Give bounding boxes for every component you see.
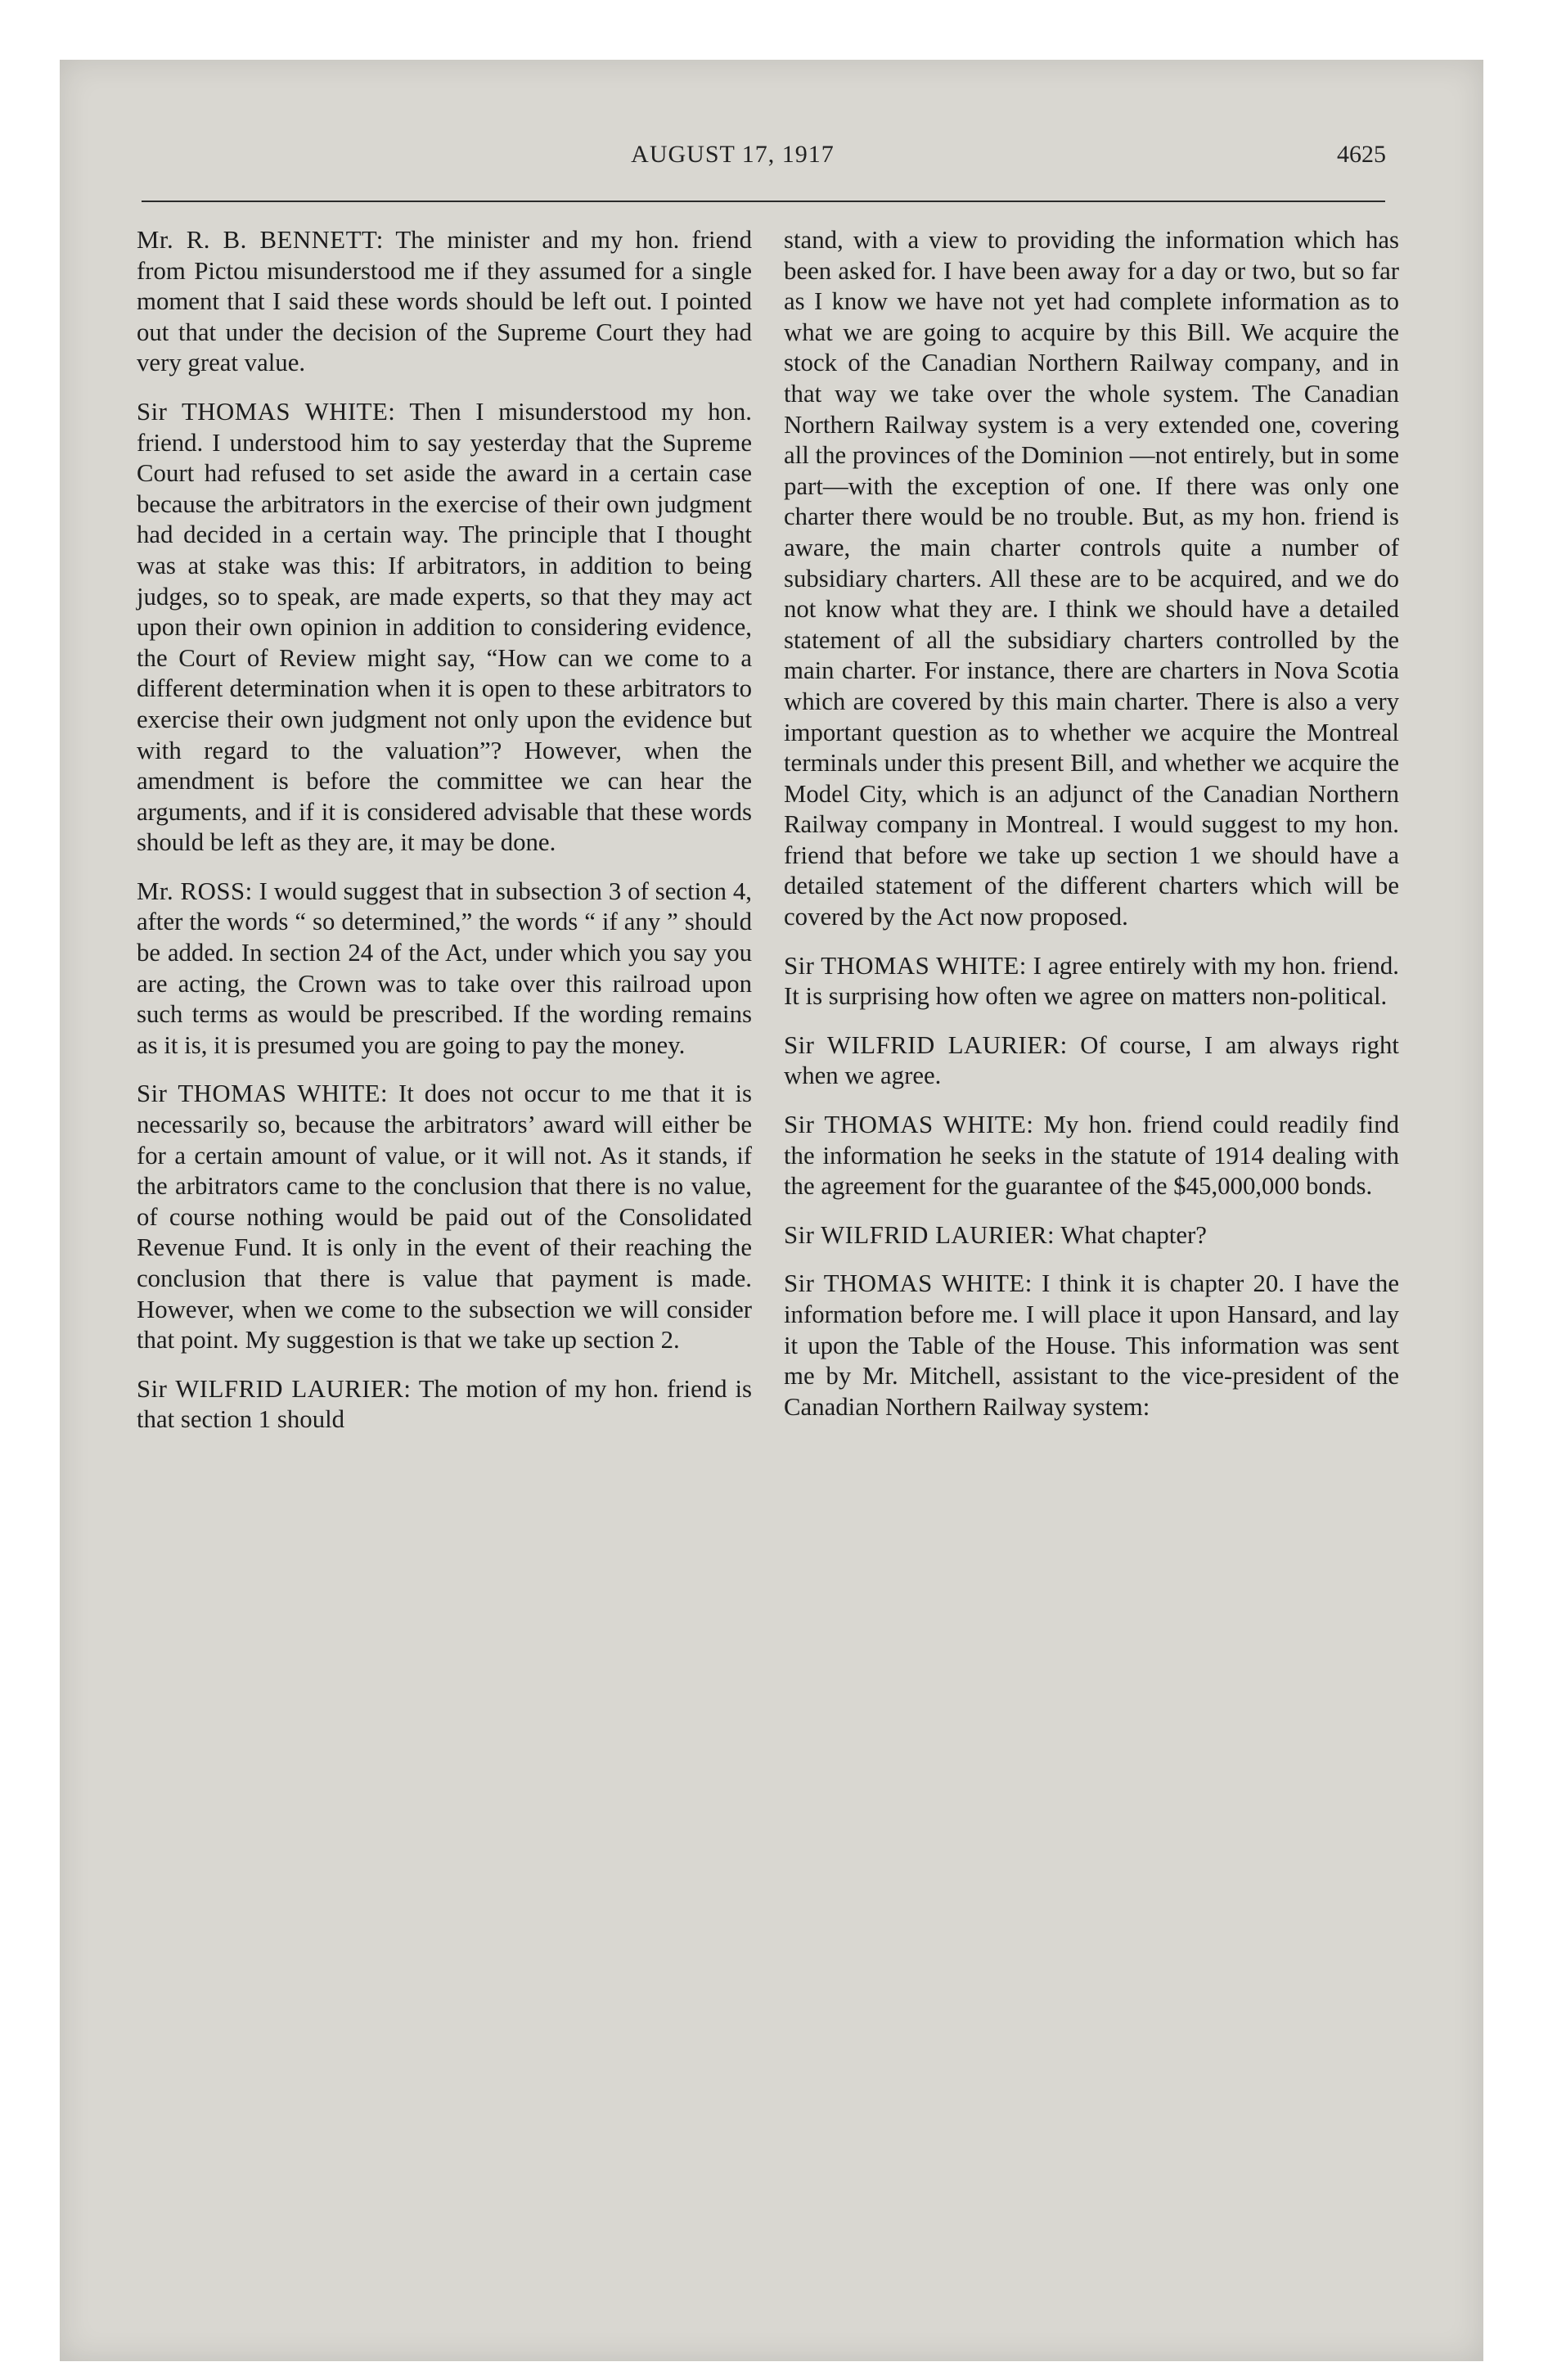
paragraph-laurier-3 xyxy=(784,1220,1399,1251)
paragraph-white-2 xyxy=(137,1079,752,1355)
speaker-name: Sir THOMAS WHITE: xyxy=(784,1269,1033,1298)
speech-text: I agree entirely with my hon. friend. It is surprising how often we agree on matters non-political. xyxy=(784,951,1400,1011)
speaker-name: Mr. R. B. BENNETT: xyxy=(137,226,384,254)
paragraph-white-3 xyxy=(784,951,1399,1012)
speaker-name: Sir WILFRID LAURIER: xyxy=(784,1030,1068,1059)
paragraph-laurier-1 xyxy=(137,1374,752,1436)
speech-text: My hon. friend could readily find the information he seeks in the statute of 1914 dealing with the agreement for the guarantee of the $45,000,000 bonds. xyxy=(784,1111,1399,1201)
page-number: 4625 xyxy=(1337,141,1386,168)
page-header xyxy=(82,82,1386,168)
right-column xyxy=(784,225,1399,1440)
page-date-title: AUGUST 17, 1917 xyxy=(631,141,835,168)
speaker-name: Sir WILFRID LAURIER: xyxy=(137,1374,412,1403)
paragraph-white-1 xyxy=(137,397,752,859)
speech-text: It does not occur to me that it is necessarily so, because the arbitrators’ award will either be for a certain amount of value, or it will not. As it stands, if the arbitrators came to the conclusion that there is no value, of course nothing would be paid out of the Consolidated Revenue Fund. It is only in the event of their reaching the conclusion that there is value that payment is made. However, when we come to the subsection we will consider that point. My suggestion is that we take up section 2. xyxy=(137,1080,753,1355)
speech-text: The minister and my hon. friend from Pictou misunderstood me if they assumed for a single moment that I said these words should be left out. I pointed out that under the decision of the Supreme Court they had very great value. xyxy=(137,226,752,377)
paragraph-laurier-continued xyxy=(784,225,1399,933)
paragraph-bennett xyxy=(137,225,752,379)
paragraph-white-4 xyxy=(784,1110,1399,1202)
speech-text: Then I misunderstood my hon. friend. I understood him to say yesterday that the Supreme Court had refused to set aside the award in a certain case because the arbitrators in the exercise of their own judgment had decided in a certain way. The principle that I thought was at stake was this: If arbitrators, in addition to being judges, so to speak, are made experts, so that they may act upon their own opinion in addition to considering evidence, the Court of Review might say, “How can we come to a different determination when it is open to these arbitrators to exercise their own judgment not only upon the evidence but with regard to the valuation”? However, when the amendment is before the committee we can hear the arguments, and if it is considered advisable that these words should be left as they are, it may be done. xyxy=(137,397,753,857)
left-column xyxy=(137,225,752,1454)
speech-text: I would suggest that in subsection 3 of section 4, after the words “ so determined,” the words “ if any ” should be added. In section 24 of the Act, under which you say you are acting, the Crown was to take over this railroad upon such terms as would be prescribed. If the wording remains as it is, it is presumed you are going to pay the money. xyxy=(137,877,752,1059)
speaker-name: Sir THOMAS WHITE: xyxy=(137,397,396,426)
header-rule xyxy=(142,201,1385,202)
paragraph-ross xyxy=(137,877,752,1062)
paragraph-white-5 xyxy=(784,1269,1399,1422)
speaker-name: Sir THOMAS WHITE: xyxy=(784,951,1027,980)
speech-text: I think it is chapter 20. I have the information before me. I will place it upon Hansard, and lay it upon the Table of the House. This information was sent me by Mr. Mitchell, assistant to the vice-president of the Canadian Northern Railway system: xyxy=(784,1269,1400,1421)
speaker-name: Sir WILFRID LAURIER: xyxy=(784,1220,1055,1249)
speaker-name: Mr. ROSS: xyxy=(137,877,253,905)
speech-text: stand, with a view to providing the information which has been asked for. I have been away for a day or two, but so far as I know we have not yet had complete information as to what we are going to acquire by this Bill. We acquire the stock of the Canadian Northern Railway company, and in that way we take over the whole system. The Canadian Northern Railway system is a very extended one, covering all the provinces of the Dominion —not entirely, but in some part—with the exception of one. If there was only one charter there would be no trouble. But, as my hon. friend is aware, the main charter controls quite a number of subsidiary charters. All these are to be acquired, and we do not know what they are. I think we should have a detailed statement of all the subsidiary charters controlled by the main charter. For instance, there are charters in Nova Scotia which are covered by this main charter. There is also a very important question as to whether we acquire the Montreal terminals under this present Bill, and whether we acquire the Model City, which is an adjunct of the Canadian Northern Railway company in Montreal. I would suggest to my hon. friend that before we take up section 1 we should have a detailed statement of the different charters which will be covered by the Act now proposed. xyxy=(784,226,1399,931)
speaker-name: Sir THOMAS WHITE: xyxy=(137,1080,389,1108)
paragraph-laurier-2 xyxy=(784,1030,1399,1092)
speech-text: Of course, I am always right when we agree. xyxy=(784,1030,1399,1090)
speech-text: The motion of my hon. friend is that section 1 should xyxy=(137,1374,752,1434)
speech-text: What chapter? xyxy=(1055,1220,1207,1249)
speaker-name: Sir THOMAS WHITE: xyxy=(784,1111,1034,1139)
